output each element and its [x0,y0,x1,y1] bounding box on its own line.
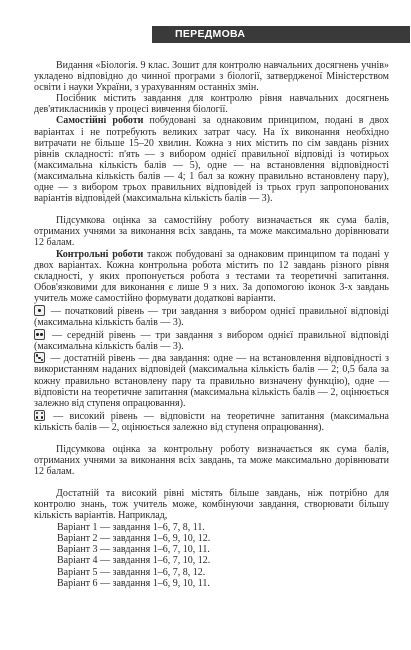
list-item: Варіант 3 — завдання 1–6, 7, 10, 11. [57,544,210,556]
level-medium-text: — середній рівень — три завдання з вибором однієї правильної відповіді (максимальна кількість балів — 3). [34,330,389,353]
level-high [34,410,389,433]
level-sufficient-text: — достатній рівень — два завдання: одне — на встановлення відповідності з використанням наданих відповідей (максимальна кількість балів — 2; 0,5 бала за кожну правильно встановлену пару та правильно визначену функцію), одне — відповісти на теоретичне запитання (максимальна кількість балів — 2, оцінюється залежно від ступеня опрацювання). [34,353,389,409]
variants-list [34,522,389,590]
die-two-icon [34,329,45,340]
paragraph-independent-score: Підсумкова оцінка за самостійну роботу визначається як сума балів, отриманих учнями за виконання всіх завдань, та може максимально дорівнювати 12 балам. [34,215,389,249]
independent-work-description: побудовані за однаковим принципом, подані в двох варіантах і не потребують великих затрат часу. На їх виконання необхідно витрачати не більше 15–20 хвилин. Кожна з них містить по сім завдань різних рівнів складності: п'ять — з вибором однієї правильної відповіді із чотирьох (максимальна кількість балів — 5), одне — на встановлення відповідності (максимальна кількість балів — 4; 1 бал за кожну правильно встановлену пару), одне — з вибором трьох правильних відповідей із трьох груп запропонованих варіантів відповідей (максимальна кількість балів — 3). [34,115,389,205]
term-independent-work: Самостійні роботи [56,115,144,127]
level-initial-text: — початковий рівень — три завдання з вибором однієї правильної відповіді (максимальна кількість балів — 3). [34,305,389,329]
paragraph-purpose: Посібник містить завдання для контролю рівня навчальних досягнень дев'ятикласників у процесі вивчення біології. [34,93,389,116]
section-header: ПЕРЕДМОВА [152,26,410,43]
paragraph-tests [34,249,389,304]
die-one-icon [34,305,45,316]
level-initial [34,305,389,328]
level-sufficient [34,352,389,408]
paragraph-intro: Видання «Біологія. 9 клас. Зошит для контролю навчальних досягнень учнів» укладено відповідно до чинної програми з біології, затвердженої Міністерством освіти і науки України, з урахуванням останніх змін. [34,60,389,94]
body-text [34,60,389,589]
die-three-icon [34,352,45,363]
paragraph-independent-work [34,115,389,204]
list-item: Варіант 4 — завдання 1–6, 7, 10, 12. [57,555,211,567]
tests-description: також побудовані за однаковим принципом та подані у двох варіантах. Кожна контрольна робота містить по 12 завдань різного рівня складності, у яких пропонується робота з тестами та теоретичні запитання. Обов'язковими для виконання є лише 9 з них. За допомогою іконок 3-х завдань учитель може самостійно формувати додаткові варіанти. [34,248,390,304]
list-item: Варіант 1 — завдання 1–6, 7, 8, 11. [57,521,205,533]
die-four-icon [34,410,45,421]
level-medium [34,329,389,352]
list-item: Варіант 2 — завдання 1–6, 9, 10, 12. [57,532,211,544]
list-item: Варіант 5 — завдання 1–6, 7, 8, 12. [57,566,206,578]
level-high-text: — високий рівень — відповісти на теоретичне запитання (максимальна кількість балів — 2, оцінюється залежно від ступеня опрацювання). [34,410,389,433]
term-tests: Контрольні роботи [56,248,144,260]
paragraph-tests-score: Підсумкова оцінка за контрольну роботу визначається як сума балів, отриманих учнями за виконання всіх завдань, та може максимально дорівнювати 12 балам. [34,444,389,478]
paragraph-variants-intro: Достатній та високий рівні містять більше завдань, ніж потрібно для контролю знань, тож учитель може, комбінуючи завдання, створювати більшу кількість варіантів. Наприклад, [34,488,389,522]
list-item: Варіант 6 — завдання 1–6, 9, 10, 11. [57,578,210,590]
